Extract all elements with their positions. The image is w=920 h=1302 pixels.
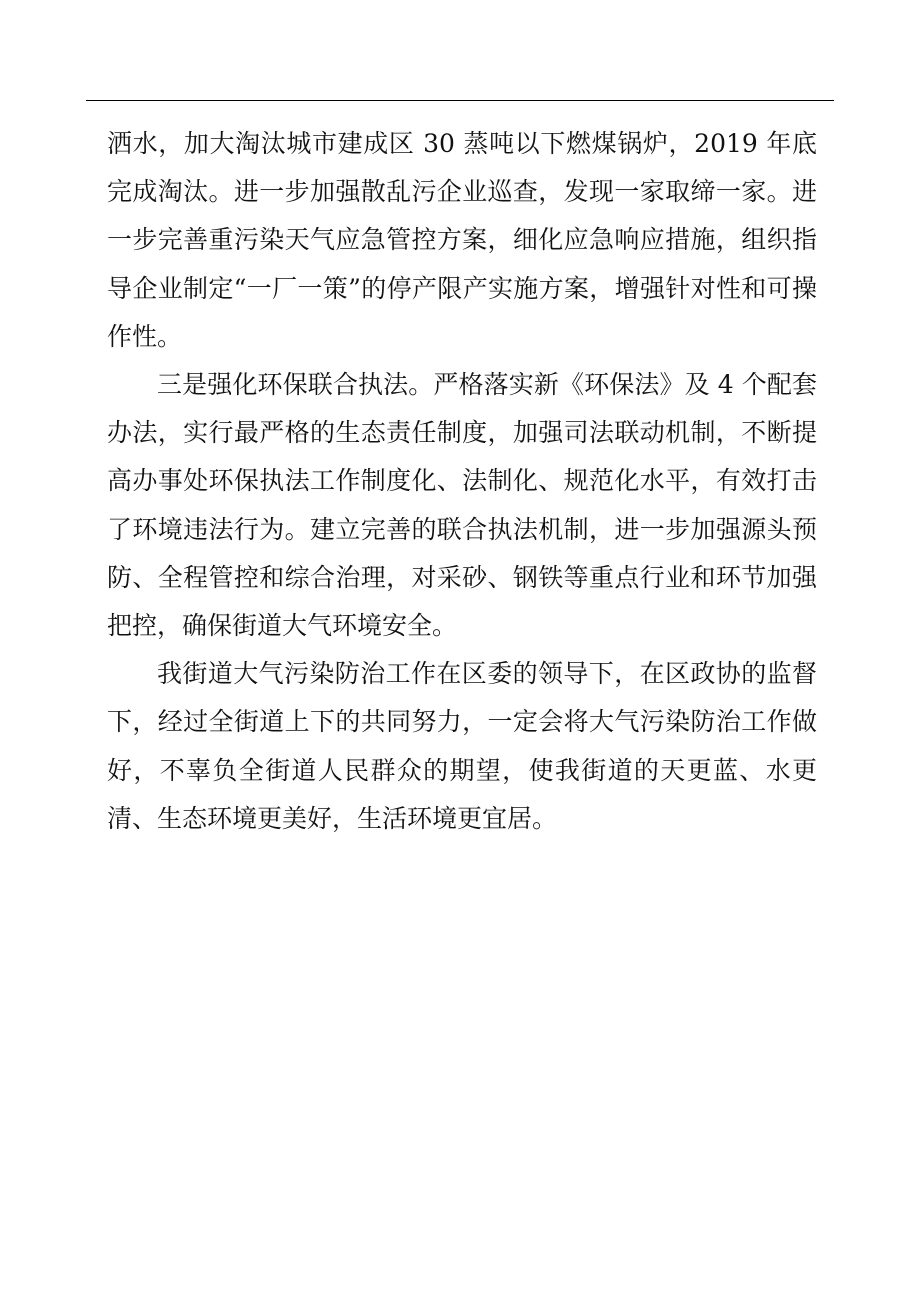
paragraph-joint-enforcement: 三是强化环保联合执法。严格落实新《环保法》及 4 个配套办法，实行最严格的生态责任制度，加强司法联动机制，不断提高办事处环保执法工作制度化、法制化、规范化水平，有效打击了环境违法行为。建立完善的联合执法机制，进一步加强源头预防、全程管控和综合治理，对采砂、钢铁等重点行业和环节加强把控，确保街道大气环境安全。 xyxy=(107,370,817,641)
paragraph-conclusion: 我街道大气污染防治工作在区委的领导下，在区政协的监督下，经过全街道上下的共同努力，一定会将大气污染防治工作做好，不辜负全街道人民群众的期望，使我街道的天更蓝、水更清、生态环境更美好，生活环境更宜居。 xyxy=(107,659,817,833)
header-rule xyxy=(86,100,834,101)
body-text xyxy=(107,120,817,843)
paragraph-continued: 洒水，加大淘汰城市建成区 30 蒸吨以下燃煤锅炉，2019 年底完成淘汰。进一步加强散乱污企业巡查，发现一家取缔一家。进一步完善重污染天气应急管控方案，细化应急响应措施，组织指导企业制定“一厂一策”的停产限产实施方案，增强针对性和可操作性。 xyxy=(107,129,817,351)
